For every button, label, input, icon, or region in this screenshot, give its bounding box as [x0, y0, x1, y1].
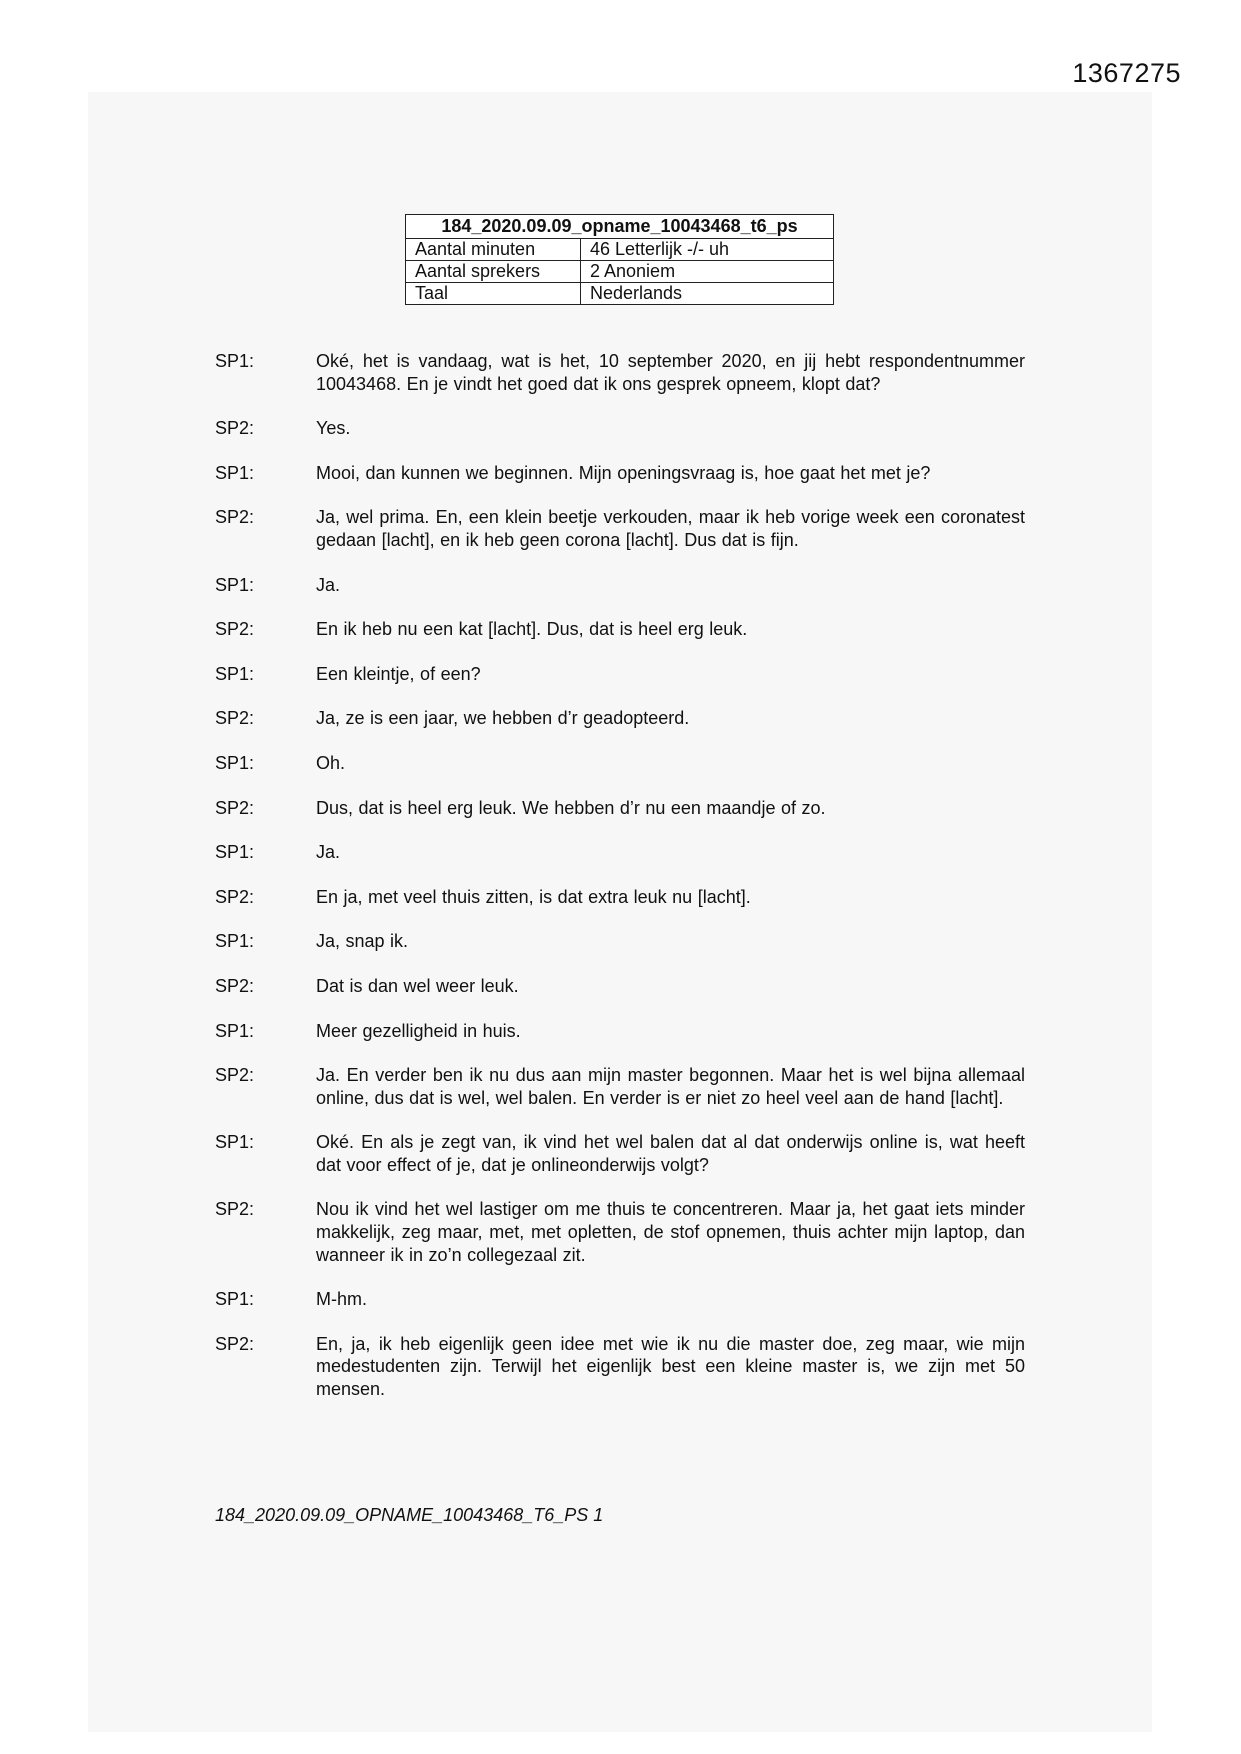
meta-value: 2 Anoniem [581, 261, 834, 283]
speaker-label: SP2: [215, 619, 255, 640]
meta-label: Taal [406, 283, 581, 305]
utterance-text: Een kleintje, of een? [316, 663, 481, 684]
page-footer: 184_2020.09.09_OPNAME_10043468_T6_PS 1 [215, 1505, 604, 1525]
speaker-label: SP1: [215, 1289, 255, 1310]
utterance-text: En ik heb nu een kat [lacht]. Dus, dat is heel erg leuk. [316, 619, 748, 640]
meta-row-language [406, 283, 834, 305]
utterance-text: En, ja, ik heb eigenlijk geen idee met wie ik nu die master doe, zeg maar, wie mijn medestudenten zijn. Terwijl het eigenlijk best een kleine master is, we zijn met 50 mensen. [316, 1333, 1025, 1400]
transcript-turn [215, 574, 1025, 597]
speaker-label: SP1: [215, 1020, 255, 1041]
speaker-label: SP1: [215, 752, 255, 773]
transcript-turn [215, 752, 1025, 775]
meta-row-speakers [406, 261, 834, 283]
utterance-text: Ja. En verder ben ik nu dus aan mijn master begonnen. Maar het is wel bijna allemaal online, dus dat is wel, wel balen. En verder is er niet zo heel veel aan de hand [lacht]. [316, 1065, 1025, 1108]
transcript-turn [215, 797, 1025, 820]
transcript-turn [215, 1020, 1025, 1043]
utterance-text: M-hm. [316, 1289, 367, 1310]
speaker-label: SP1: [215, 351, 255, 371]
speaker-label: SP2: [215, 975, 255, 996]
speaker-label: SP2: [215, 886, 255, 907]
utterance-text: Ja. [316, 574, 341, 595]
transcript-turn [215, 886, 1025, 909]
utterance-text: Oké. En als je zegt van, ik vind het wel balen dat al dat onderwijs online is, wat heeft dat voor effect of je, dat je onlineonderwijs volgt? [316, 1132, 1025, 1175]
speaker-label: SP2: [215, 1065, 255, 1086]
meta-label: Aantal minuten [406, 239, 581, 261]
transcript-turn [215, 350, 1025, 395]
utterance-text: Mooi, dan kunnen we beginnen. Mijn openingsvraag is, hoe gaat het met je? [316, 462, 931, 483]
utterance-text: Yes. [316, 418, 351, 439]
transcript-turn [215, 1288, 1025, 1311]
utterance-text: Dus, dat is heel erg leuk. We hebben d’r nu een maandje of zo. [316, 797, 826, 818]
utterance-text: Dat is dan wel weer leuk. [316, 975, 519, 996]
transcript-turn [215, 462, 1025, 485]
utterance-text: Ja, ze is een jaar, we hebben d’r geadopteerd. [316, 708, 690, 729]
speaker-label: SP1: [215, 931, 255, 952]
speaker-label: SP2: [215, 708, 255, 729]
speaker-label: SP2: [215, 418, 255, 439]
meta-value: Nederlands [581, 283, 834, 305]
speaker-label: SP1: [215, 462, 255, 483]
transcript-turn [215, 1064, 1025, 1109]
transcript-turn [215, 417, 1025, 440]
utterance-text: Ja, snap ik. [316, 931, 409, 952]
utterance-text: Oh. [316, 752, 346, 773]
document-id: 1367275 [1072, 58, 1181, 88]
speaker-label: SP1: [215, 663, 255, 684]
speaker-label: SP2: [215, 1199, 255, 1220]
speaker-label: SP2: [215, 1333, 255, 1354]
transcript-turn [215, 975, 1025, 998]
transcript-turn [215, 618, 1025, 641]
utterance-text: Ja. [316, 842, 341, 863]
meta-label: Aantal sprekers [406, 261, 581, 283]
transcript-turn [215, 663, 1025, 686]
utterance-text: Ja, wel prima. En, een klein beetje verkouden, maar ik heb vorige week een coronatest gedaan [lacht], en ik heb geen corona [lacht]. Dus dat is fijn. [316, 507, 1025, 550]
utterance-text: Nou ik vind het wel lastiger om me thuis te concentreren. Maar ja, het gaat iets minder makkelijk, zeg maar, met, met opletten, de stof opnemen, thuis achter mijn laptop, dan wanneer ik in zo’n collegezaal zit. [316, 1199, 1025, 1265]
speaker-label: SP1: [215, 574, 255, 595]
utterance-text: Oké, het is vandaag, wat is het, 10 september 2020, en jij hebt respondentnummer 10043468. En je vindt het goed dat ik ons gesprek opneem, klopt dat? [316, 351, 1025, 394]
speaker-label: SP2: [215, 507, 255, 528]
utterance-text: En ja, met veel thuis zitten, is dat extra leuk nu [lacht]. [316, 886, 751, 907]
transcript-turn [215, 1333, 1025, 1401]
recording-metadata-table [405, 214, 834, 305]
transcript-turn [215, 707, 1025, 730]
transcript-turn [215, 1131, 1025, 1176]
transcript-turn [215, 930, 1025, 953]
meta-row-minutes [406, 239, 834, 261]
meta-value: 46 Letterlijk -/- uh [581, 239, 834, 261]
utterance-text: Meer gezelligheid in huis. [316, 1020, 521, 1041]
transcript-turn [215, 506, 1025, 551]
speaker-label: SP1: [215, 842, 255, 863]
transcript-turn [215, 841, 1025, 864]
transcript-turn [215, 1198, 1025, 1266]
speaker-label: SP1: [215, 1132, 255, 1153]
recording-title: 184_2020.09.09_opname_10043468_t6_ps [406, 215, 834, 239]
transcript [215, 350, 1025, 1423]
speaker-label: SP2: [215, 797, 255, 818]
